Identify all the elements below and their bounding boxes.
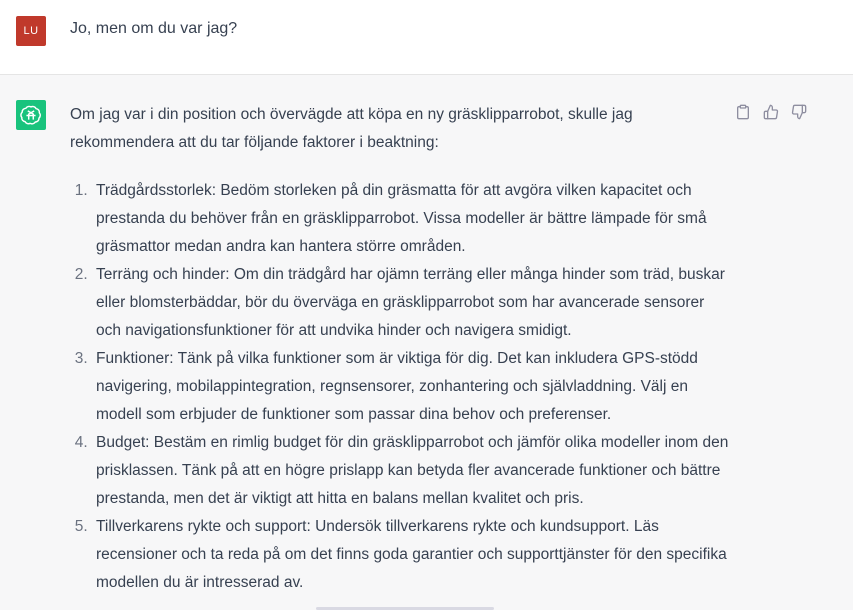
- assistant-message-content: [70, 101, 730, 597]
- thumbs-down-button[interactable]: [790, 103, 808, 121]
- clipboard-icon: [735, 104, 751, 120]
- user-avatar: LU: [16, 16, 46, 46]
- thumbs-up-icon: [763, 104, 779, 120]
- openai-logo-icon: [20, 104, 42, 126]
- list-item: 4. Budget: Bestäm en rimlig budget för din gräsklipparrobot och jämför olika modeller inom den prisklassen. Tänk på att en högre prislapp kan betyda fler avancerade funktioner och bättre prestanda, men det är viktigt att hitta en balans mellan kvalitet och pris.: [92, 429, 730, 513]
- list-item: 3. Funktioner: Tänk på vilka funktioner som är viktiga för dig. Det kan inkludera GPS-stödd navigering, mobilappintegration, regnsensorer, zonhantering och självladdning. Välj en modell som erbjuder de funktioner som passar dina behov och preferenser.: [92, 345, 730, 429]
- assistant-avatar: [16, 100, 46, 130]
- list-item: 2. Terräng och hinder: Om din trädgård har ojämn terräng eller många hinder som träd, buskar eller blomsterbäddar, bör du överväga en gräsklipparrobot som har avancerade sensorer och navigationsfunktioner för att undvika hinder och navigera smidigt.: [92, 261, 730, 345]
- message-actions: [734, 103, 808, 121]
- copy-button[interactable]: [734, 103, 752, 121]
- assistant-intro-text: Om jag var i din position och övervägde att köpa en ny gräsklipparrobot, skulle jag rekommendera att du tar följande faktorer i beaktning:: [70, 106, 633, 151]
- user-message-row: [0, 0, 853, 75]
- user-message-text: Jo, men om du var jag?: [70, 20, 238, 37]
- thumbs-down-icon: [791, 104, 807, 120]
- assistant-message-row: [0, 75, 853, 610]
- list-item: 1. Trädgårdsstorlek: Bedöm storleken på din gräsmatta för att avgöra vilken kapacitet och prestanda du behöver från en gräsklipparrobot. Vissa modeller är bättre lämpade för små gräsmattor medan andra kan hantera större områden.: [92, 177, 730, 261]
- list-item: 5. Tillverkarens rykte och support: Undersök tillverkarens rykte och kundsupport. Läs recensioner och ta reda på om det finns goda garantier och supporttjänster för den specifika modellen du är intresserad av.: [92, 513, 730, 597]
- recommendation-list: [70, 177, 730, 597]
- thumbs-up-button[interactable]: [762, 103, 780, 121]
